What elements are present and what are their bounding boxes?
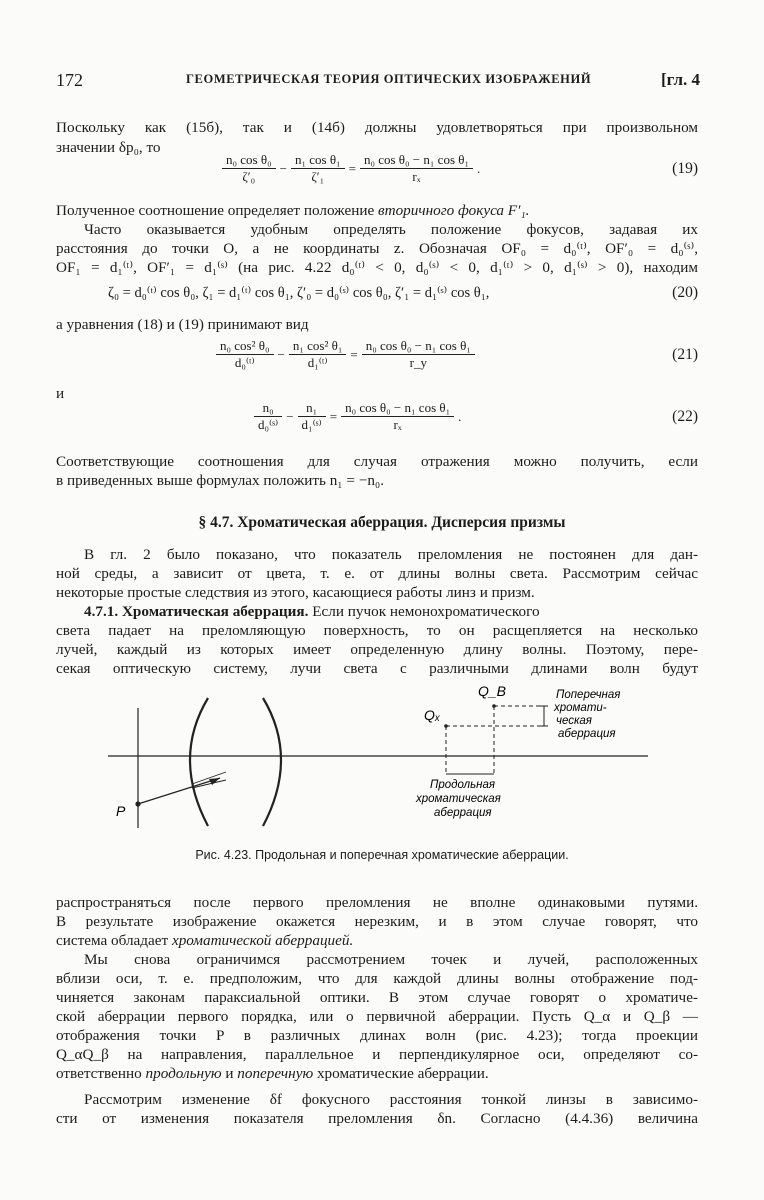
running-title: ГЕОМЕТРИЧЕСКАЯ ТЕОРИЯ ОПТИЧЕСКИХ ИЗОБРАЖЕНИЙ	[186, 72, 592, 86]
paraxial-line-7	[56, 1064, 698, 1083]
secondary-focus-term: вторичного фокуса F′₁.	[378, 202, 530, 219]
intro-line-2: значении δp₀, то	[56, 139, 161, 156]
lens-left-surface	[190, 698, 208, 826]
transverse-label-1: Поперечная	[556, 689, 621, 701]
eq22-rhs-denominator: rₓ	[393, 417, 402, 432]
secondary-focus-sentence	[56, 201, 698, 220]
reflection-line-1: Соответствующие соотношения для случая отражения можно получить, если	[56, 453, 698, 470]
paraxial-line-7-e: хроматические аберрации.	[313, 1065, 489, 1082]
eq19-term2-denominator: ζ′₁	[311, 169, 325, 184]
eq21-term2-denominator: d₁⁽ᵗ⁾	[307, 355, 328, 370]
eq21-rhs-denominator: r_y	[409, 355, 427, 370]
equation-number-21: (21)	[672, 346, 698, 363]
paraxial-line-7-c: и	[221, 1065, 238, 1082]
longitudinal-label-3: аберрация	[434, 807, 492, 819]
eq19-term2-numerator: n₁ cos θ₁	[291, 152, 345, 169]
paraxial-line-6: Q_αQ_β на направления, параллельное и перпендикулярное оси, определяют со-	[56, 1046, 698, 1063]
incident-ray	[138, 778, 220, 804]
and-word: и	[56, 385, 65, 402]
label-p: P	[116, 803, 126, 819]
paraxial-line-3: чиняется законам параксиальной оптики. В этом случае говорят о хроматиче-	[56, 989, 698, 1006]
equation-21: $\frac{\text{n₀ cos² θ₀}}{\text{d₀⁽ᵗ⁾}}$ − $\frac{\text{n₁ cos² θ₁}}{\text{d₁⁽ᵗ⁾}}$ = $\frac{\text{n₀ cos θ₀ − n₁ cos θ₁}}{r\_y}$	[216, 338, 475, 371]
equation-22: $\frac{\text{n₀}}{\text{d₀⁽ˢ⁾}}$ − $\frac{\text{n₁}}{\text{d₁⁽ˢ⁾}}$ = $\frac{\text{n₀ cos θ₀ − n₁ cos θ₁}}{\text{rₓ}}$ .	[254, 400, 465, 433]
focus-para-line-2: расстояния до точки O, а не координаты z. Обозначая OF₀ = d₀⁽ᵗ⁾, OF′₀ = d₀⁽ˢ⁾,	[56, 240, 698, 257]
equation-number-20: (20)	[672, 284, 698, 301]
eq19-rhs-numerator: n₀ cos θ₀ − n₁ cos θ₁	[360, 152, 473, 169]
chrom-intro-line-1: В гл. 2 было показано, что показатель преломления не постоянен для дан-	[84, 546, 698, 563]
figure-caption: Рис. 4.23. Продольная и поперечная хроматические аберрации.	[195, 848, 569, 862]
paraxial-line-4: ской аберрации первого порядка, или о первичной аберрации. Пусть Q_α и Q_β —	[56, 1008, 698, 1025]
longitudinal-label-1: Продольная	[430, 779, 496, 791]
eq21-term1-denominator: d₀⁽ᵗ⁾	[234, 355, 255, 370]
eq19-term1-denominator: ζ′₀	[242, 169, 256, 184]
subsection-line-1-text: Если пучок немонохроматического	[308, 603, 540, 620]
last-para-line-2: сти от изменения показателя преломления δn. Согласно (4.4.36) величина	[56, 1110, 698, 1127]
paraxial-line-1: Мы снова ограничимся рассмотрением точек и лучей, расположенных	[84, 951, 698, 968]
subsection-heading: 4.7.1. Хроматическая аберрация.	[84, 603, 309, 620]
equation-number-22: (22)	[672, 408, 698, 425]
eq22-term1-numerator: n₀	[254, 400, 282, 417]
after-fig-line-3	[56, 931, 698, 950]
eq22-term2-denominator: d₁⁽ˢ⁾	[301, 417, 322, 432]
after-fig-line-2: В результате изображение окажется нерезким, и в этом случае говорят, что	[56, 913, 698, 930]
chromatic-aberration-figure	[108, 678, 648, 838]
chapter-label: [гл. 4	[660, 70, 700, 89]
subsection-line-4: секая оптическую систему, лучи света с различными длинами волн будут	[56, 660, 698, 677]
transverse-label-2: хромати-	[554, 702, 607, 714]
transverse-term: поперечную	[237, 1065, 314, 1082]
eq22-rhs-numerator: n₀ cos θ₀ − n₁ cos θ₁	[341, 400, 454, 417]
transverse-label-4: аберрация	[558, 728, 616, 740]
lens-right-surface	[263, 698, 281, 826]
dispersed-ray-1	[192, 772, 226, 784]
paraxial-line-7-a: ответственно	[56, 1065, 146, 1082]
intro-line-1: Поскольку как (15б), так и (14б) должны удовлетворяться при произвольном	[56, 119, 698, 136]
eq19-rhs-denominator: rₓ	[412, 169, 421, 184]
longitudinal-term: продольную	[145, 1065, 222, 1082]
chrom-intro-line-2: ной среды, а зависит от цвета, т. е. от длины волны света. Рассмотрим сейчас	[56, 565, 698, 582]
subsection-line-1	[56, 602, 698, 621]
page-number: 172	[56, 70, 83, 90]
chromatic-aberration-term: хроматической аберрацией.	[171, 932, 354, 949]
subsection-line-2: света падает на преломляющую поверхность, то он расщепляется на несколько	[56, 622, 698, 639]
eq22-term2-numerator: n₁	[298, 400, 326, 417]
focus-para-line-1: Часто оказывается удобным определять положение фокусов, задавая их	[84, 221, 698, 238]
longitudinal-label-2: хроматическая	[416, 793, 501, 805]
paraxial-line-2: вблизи оси, т. е. предположим, что для каждой длины волны отображение под-	[56, 970, 698, 987]
subsection-line-3: лучей, каждый из которых имеет определенную длину волны. Поэтому, пере-	[56, 641, 698, 658]
last-para-line-1: Рассмотрим изменение δf фокусного расстояния тонкой линзы в зависимо-	[84, 1091, 698, 1108]
equation-20: ζ₀ = d₀⁽ᵗ⁾ cos θ₀, ζ₁ = d₁⁽ᵗ⁾ cos θ₁, ζ′₀ = d₀⁽ˢ⁾ cos θ₀, ζ′₁ = d₁⁽ˢ⁾ cos θ₁,	[108, 285, 490, 301]
paraxial-line-5: отображения точки P в различных длинах волн (рис. 4.23); тогда проекции	[56, 1027, 698, 1044]
eq22-term1-denominator: d₀⁽ˢ⁾	[258, 417, 279, 432]
eq21-term1-numerator: n₀ cos² θ₀	[216, 338, 274, 355]
eq19-term1-numerator: n₀ cos θ₀	[222, 152, 276, 169]
after-fig-line-3-text: система обладает	[56, 932, 172, 949]
equation-19: $\frac{\text{n₀ cos θ₀}}{\text{ζ′₀}}$ − $\frac{\text{n₁ cos θ₁}}{\text{ζ′₁}}$ = $\frac{\text{n₀ cos θ₀ − n₁ cos θ₁}}{\text{rₓ}}$ .	[222, 152, 484, 185]
label-q-beta: Q_B	[478, 683, 507, 699]
reflection-line-2: в приведенных выше формулах положить n₁ = −n₀.	[56, 472, 385, 489]
chrom-intro-line-3: некоторые простые следствия из этого, касающиеся работы линз и призм.	[56, 584, 535, 601]
running-header	[56, 70, 700, 92]
secondary-focus-text: Полученное соотношение определяет положение	[56, 202, 379, 219]
eq21-rhs-numerator: n₀ cos θ₀ − n₁ cos θ₁	[362, 338, 475, 355]
label-q-alpha: Qₓ	[424, 707, 441, 723]
transverse-label-3: ческая	[556, 715, 592, 727]
equation-number-19: (19)	[672, 160, 698, 177]
section-title: § 4.7. Хроматическая аберрация. Дисперсия призмы	[198, 514, 566, 531]
point-p-dot	[135, 801, 140, 806]
focus-para-line-3: OF₁ = d₁⁽ᵗ⁾, OF′₁ = d₁⁽ˢ⁾ (на рис. 4.22 d₀⁽ᵗ⁾ < 0, d₀⁽ˢ⁾ < 0, d₁⁽ᵗ⁾ > 0, d₁⁽ˢ⁾ > 0), находим	[56, 259, 698, 276]
equations-intro: а уравнения (18) и (19) принимают вид	[56, 316, 309, 333]
eq21-term2-numerator: n₁ cos² θ₁	[289, 338, 347, 355]
after-fig-line-1: распространяться после первого преломления не вполне одинаковыми путями.	[56, 894, 698, 911]
